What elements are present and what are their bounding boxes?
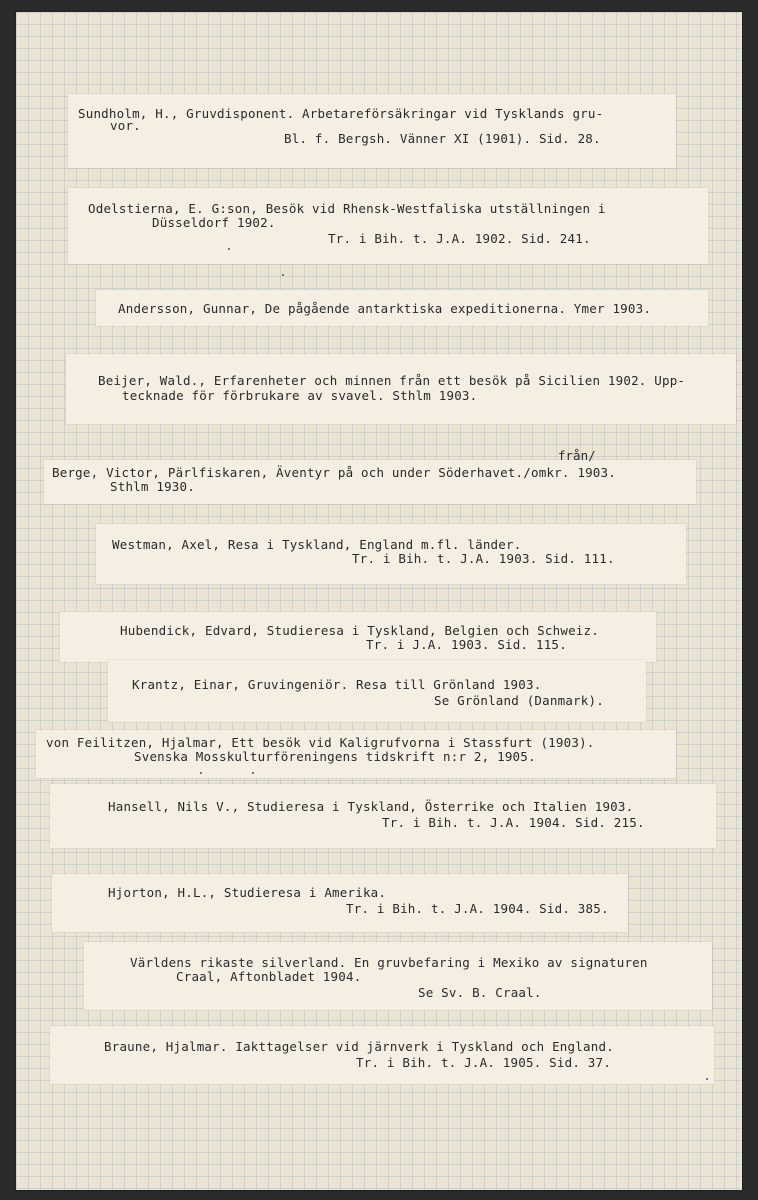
entry-text: Düsseldorf 1902. bbox=[152, 215, 276, 230]
entry-citation: Se Grönland (Danmark). bbox=[434, 693, 604, 708]
entry-text: Westman, Axel, Resa i Tyskland, England m.fl. länder. bbox=[112, 537, 522, 552]
pencil-mark bbox=[228, 248, 230, 250]
entry-text: Hubendick, Edvard, Studieresa i Tyskland, Belgien och Schweiz. bbox=[120, 623, 599, 638]
entry-text: Hjorton, H.L., Studieresa i Amerika. bbox=[108, 885, 387, 900]
entry-text: Världens rikaste silverland. En gruvbefaring i Mexiko av signaturen bbox=[130, 955, 648, 970]
entry-citation: Tr. i Bih. t. J.A. 1902. Sid. 241. bbox=[328, 231, 591, 246]
entry-text: Sthlm 1930. bbox=[110, 479, 195, 494]
entry-text: vor. bbox=[110, 118, 141, 133]
entry-text: Braune, Hjalmar. Iakttagelser vid järnverk i Tyskland och England. bbox=[104, 1039, 614, 1054]
entry-text: Krantz, Einar, Gruvingeniör. Resa till Grönland 1903. bbox=[132, 677, 542, 692]
entry-text: Odelstierna, E. G:son, Besök vid Rhensk-Westfaliska utställningen i bbox=[88, 201, 606, 216]
entry-text: Sundholm, H., Gruvdisponent. Arbetareförsäkringar vid Tysklands gru- bbox=[78, 106, 604, 121]
entry-text: Svenska Mosskulturföreningens tidskrift n:r 2, 1905. bbox=[134, 749, 536, 764]
entry-text: Berge, Victor, Pärlfiskaren, Äventyr på och under Söderhavet./omkr. 1903. bbox=[52, 465, 616, 480]
entry-text: tecknade för förbrukare av svavel. Sthlm 1903. bbox=[122, 388, 478, 403]
pencil-mark bbox=[252, 772, 254, 774]
entry-text: Hansell, Nils V., Studieresa i Tyskland, Österrike och Italien 1903. bbox=[108, 799, 634, 814]
pencil-mark bbox=[706, 1078, 708, 1080]
catalog-sheet bbox=[16, 12, 742, 1190]
entry-text: Andersson, Gunnar, De pågående antarktiska expeditionerna. Ymer 1903. bbox=[118, 301, 652, 316]
entry-citation: Tr. i Bih. t. J.A. 1904. Sid. 385. bbox=[346, 901, 609, 916]
entry-text: Craal, Aftonbladet 1904. bbox=[176, 969, 362, 984]
entry-citation: Se Sv. B. Craal. bbox=[418, 985, 542, 1000]
entry-citation: Tr. i Bih. t. J.A. 1903. Sid. 111. bbox=[352, 551, 615, 566]
pencil-mark bbox=[200, 772, 202, 774]
entry-text: Beijer, Wald., Erfarenheter och minnen från ett besök på Sicilien 1902. Upp- bbox=[98, 373, 686, 388]
handwritten-insert: från/ bbox=[558, 448, 596, 463]
entry-citation: Tr. i Bih. t. J.A. 1904. Sid. 215. bbox=[382, 815, 645, 830]
entry-citation: Tr. i J.A. 1903. Sid. 115. bbox=[366, 637, 567, 652]
entry-citation: Bl. f. Bergsh. Vänner XI (1901). Sid. 28. bbox=[284, 131, 601, 146]
pencil-mark bbox=[282, 274, 284, 276]
entry-citation: Tr. i Bih. t. J.A. 1905. Sid. 37. bbox=[356, 1055, 611, 1070]
entry-text: von Feilitzen, Hjalmar, Ett besök vid Kaligrufvorna i Stassfurt (1903). bbox=[46, 735, 595, 750]
